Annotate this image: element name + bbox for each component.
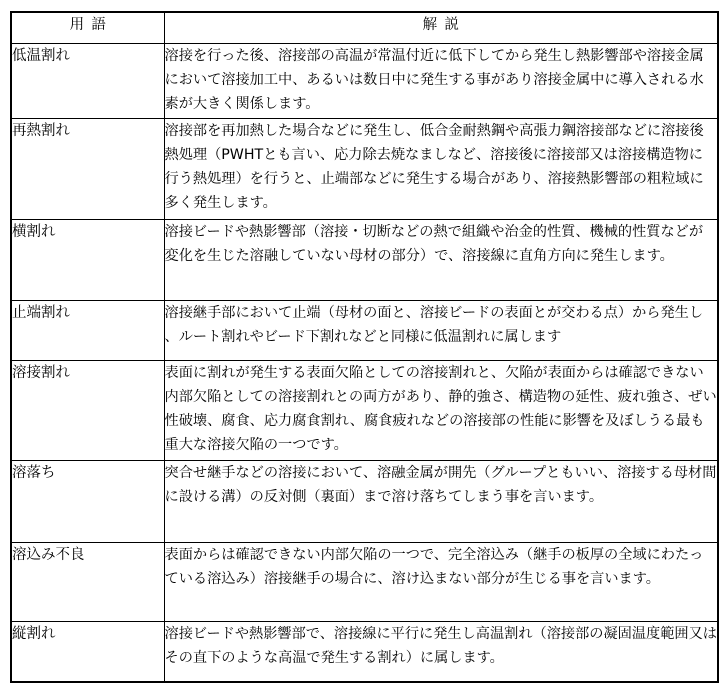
definition-column-header: 解説 bbox=[164, 12, 718, 44]
table-row bbox=[11, 119, 718, 220]
definition-cell: 突合せ継手などの溶接において、溶融金属が開先（グループともいい、溶接する母材間に設ける溝）の反対側（裏面）まで溶け落ちてしまう事を言います。 bbox=[164, 461, 718, 542]
term-column-header: 用語 bbox=[11, 12, 164, 44]
term-cell: 再熱割れ bbox=[11, 119, 164, 220]
definition-cell: 溶接を行った後、溶接部の高温が常温付近に低下してから発生し熱影響部や溶接金属において溶接加工中、あるいは数日中に発生する事があり溶接金属中に導入される水素が大きく関係します。 bbox=[164, 44, 718, 119]
table-header-row bbox=[11, 12, 718, 44]
definition-cell: 溶接ビードや熱影響部（溶接・切断などの熱で組織や治金的性質、機械的性質などが変化を生じた溶融していない母材の部分）で、溶接線に直角方向に発生します。 bbox=[164, 219, 718, 300]
term-cell: 止端割れ bbox=[11, 301, 164, 361]
term-cell: 縦割れ bbox=[11, 621, 164, 682]
glossary-table bbox=[10, 11, 719, 683]
table-row bbox=[11, 461, 718, 542]
table-row bbox=[11, 621, 718, 682]
table-row bbox=[11, 44, 718, 119]
table-row bbox=[11, 301, 718, 361]
definition-cell: 溶接継手部において止端（母材の面と、溶接ビードの表面とが交わる点）から発生し、ルート割れやビード下割れなどと同様に低温割れに属します bbox=[164, 301, 718, 361]
definition-cell: 溶接部を再加熱した場合などに発生し、低合金耐熱鋼や高張力鋼溶接部などに溶接後熱処理（PWHTとも言い、応力除去焼なましなど、溶接後に溶接部又は溶接構造物に行う熱処理）を行うと、止端部などに発生する場合があり、溶接熱影響部の粗粒域に多く発生します。 bbox=[164, 119, 718, 220]
definition-cell: 表面からは確認できない内部欠陥の一つで、完全溶込み（継手の板厚の全域にわたっている溶込み）溶接継手の場合に、溶け込まない部分が生じる事を言います。 bbox=[164, 542, 718, 621]
table-row bbox=[11, 360, 718, 461]
table-row bbox=[11, 219, 718, 300]
definition-cell: 溶接ビードや熱影響部で、溶接線に平行に発生し高温割れ（溶接部の凝固温度範囲又はその直下のような高温で発生する割れ）に属します。 bbox=[164, 621, 718, 682]
term-cell: 溶落ち bbox=[11, 461, 164, 542]
term-cell: 低温割れ bbox=[11, 44, 164, 119]
definition-cell: 表面に割れが発生する表面欠陥としての溶接割れと、欠陥が表面からは確認できない内部欠陥としての溶接割れとの両方があり、静的強さ、構造物の延性、疲れ強さ、ぜい性破壊、腐食、応力腐食割れ、腐食疲れなどの溶接部の性能に影響を及ぼしうる最も重大な溶接欠陥の一つです。 bbox=[164, 360, 718, 461]
term-cell: 溶接割れ bbox=[11, 360, 164, 461]
term-cell: 横割れ bbox=[11, 219, 164, 300]
term-cell: 溶込み不良 bbox=[11, 542, 164, 621]
table-row bbox=[11, 542, 718, 621]
